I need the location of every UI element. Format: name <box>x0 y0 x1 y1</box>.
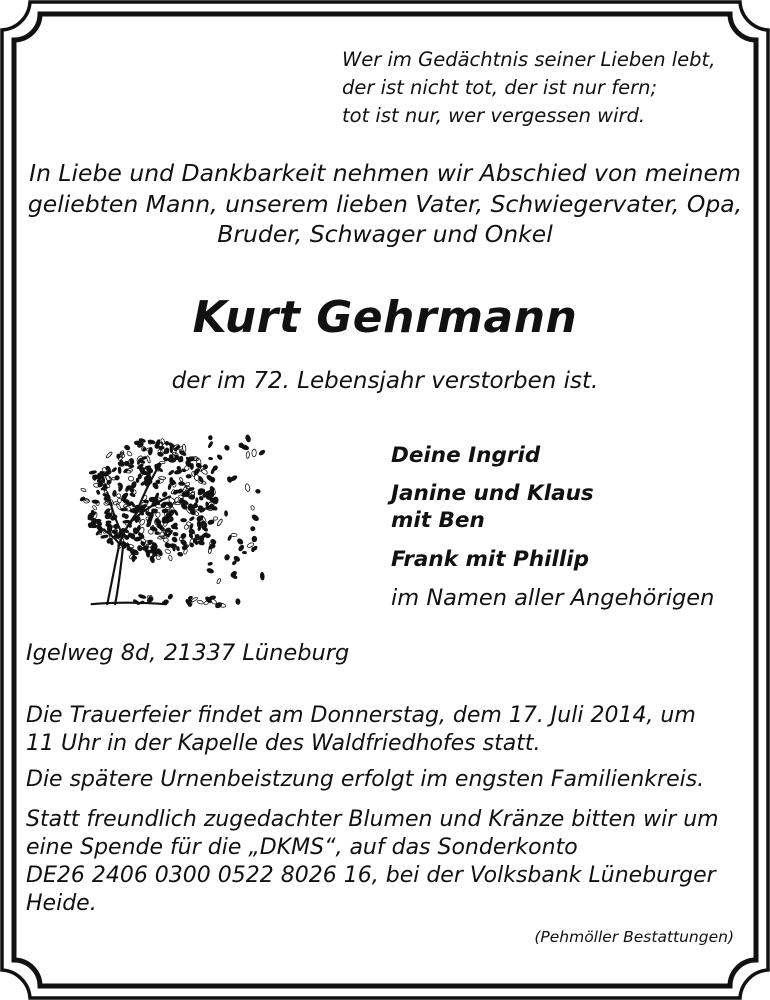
leaf <box>189 516 195 521</box>
poem-line: tot ist nur, wer vergessen wird. <box>342 104 646 127</box>
leaf <box>91 510 94 518</box>
tree-icon <box>72 418 268 614</box>
donation-line: Heide. <box>26 891 97 916</box>
leaf <box>155 532 160 535</box>
mourner-family-1 <box>391 480 594 534</box>
leaf <box>207 519 214 525</box>
leaf <box>164 549 171 555</box>
mourner-wife: Deine Ingrid <box>391 443 541 468</box>
leaf <box>196 498 198 503</box>
mourner-line: mit Ben <box>391 508 485 533</box>
poem-line: Wer im Gedächtnis seiner Lieben lebt, <box>342 48 716 71</box>
leaf <box>231 574 237 579</box>
leaf <box>105 451 112 458</box>
mourner-family-2: Frank mit Phillip <box>391 547 589 572</box>
leaf <box>143 500 148 503</box>
leaf <box>138 594 146 599</box>
leaf <box>245 434 251 442</box>
intro-line: Bruder, Schwager und Onkel <box>217 220 553 248</box>
leaf <box>163 519 171 523</box>
leaf <box>107 525 112 533</box>
leaf <box>173 532 179 536</box>
leaf <box>200 468 208 476</box>
leaf <box>177 552 183 557</box>
leaf <box>260 572 264 580</box>
funeral-line: 11 Uhr in der Kapelle des Waldfriedhofes statt. <box>26 731 541 756</box>
leaf <box>250 526 255 531</box>
leaf <box>238 443 244 449</box>
leaf <box>132 555 136 562</box>
leaf <box>101 486 108 490</box>
leaf <box>164 542 171 549</box>
leaf <box>181 518 187 521</box>
leaf <box>205 534 211 539</box>
intro-line: In Liebe und Dankbarkeit nehmen wir Abschied von meinem <box>29 159 741 187</box>
farewell-intro <box>0 158 770 250</box>
leaf <box>134 441 139 445</box>
leaf <box>213 517 218 521</box>
leaf <box>101 534 109 538</box>
leaf <box>89 470 97 474</box>
funeral-line: Die Trauerfeier findet am Donnerstag, dem 17. Juli 2014, um <box>26 703 696 728</box>
leaf <box>179 482 185 486</box>
leaf <box>132 508 137 513</box>
leaf <box>124 444 131 450</box>
leaf <box>163 599 169 604</box>
leaf <box>117 494 121 498</box>
age-line: der im 72. Lebensjahr verstorben ist. <box>171 368 599 394</box>
leaf <box>195 534 199 540</box>
leaf <box>131 533 135 539</box>
donation-line: DE26 2406 0300 0522 8026 16, bei der Volksbank Lüneburger <box>26 863 716 888</box>
mourner-closing: im Namen aller Angehörigen <box>391 585 715 611</box>
leaf <box>179 477 183 482</box>
leaf <box>168 470 174 476</box>
leaf <box>231 533 237 537</box>
leaf <box>176 546 180 551</box>
leaf <box>210 477 215 482</box>
leaf <box>258 449 265 456</box>
leaf <box>255 489 260 493</box>
leaf <box>224 444 230 451</box>
leaf <box>94 519 101 523</box>
leaf <box>109 540 114 546</box>
leaf <box>215 602 223 609</box>
leaf <box>236 599 241 605</box>
leaf <box>135 517 139 523</box>
leaf <box>112 467 117 472</box>
leaf <box>224 511 227 517</box>
leaf <box>251 547 254 551</box>
urn-burial-note: Die spätere Urnenbeistzung erfolgt im engsten Familienkreis. <box>26 767 705 792</box>
leaf <box>88 517 93 520</box>
leaf <box>251 514 259 522</box>
funeral-home-credit: (Pehmöller Bestattungen) <box>534 928 734 946</box>
leaf <box>96 490 100 495</box>
leaf <box>252 536 257 542</box>
address: Igelweg 8d, 21337 Lüneburg <box>26 640 350 666</box>
leaf <box>171 536 178 543</box>
leaf <box>145 481 149 486</box>
leaf <box>206 568 214 574</box>
leaf <box>216 454 222 460</box>
leaf <box>208 441 214 448</box>
leaf <box>188 596 193 600</box>
leaf <box>146 455 151 463</box>
leaf <box>131 481 137 489</box>
leaf <box>238 544 245 551</box>
leaf <box>92 505 97 511</box>
leaf <box>159 526 165 531</box>
deceased-name: Kurt Gehrmann <box>192 292 578 343</box>
leaf <box>146 471 150 479</box>
leaf <box>185 485 191 490</box>
leaf <box>130 493 136 498</box>
donation-line: eine Spende für die „DKMS“, auf das Sonderkonto <box>26 835 578 860</box>
donation-request <box>26 806 719 918</box>
leaf <box>224 554 230 561</box>
mourner-line: Janine und Klaus <box>391 481 594 506</box>
leaf <box>128 476 134 481</box>
funeral-details <box>26 702 696 758</box>
leaf <box>250 505 254 510</box>
intro-line: geliebten Mann, unserem lieben Vater, Schwiegervater, Opa, <box>27 189 743 218</box>
leaf <box>236 538 243 545</box>
leaf <box>198 489 205 494</box>
leaf <box>112 490 116 496</box>
leaf <box>206 502 209 506</box>
leaf <box>193 468 201 476</box>
leaf <box>246 451 250 458</box>
leaf <box>159 531 164 538</box>
leaf <box>124 500 131 507</box>
leaf <box>121 492 129 499</box>
leaf <box>245 483 251 491</box>
leaf <box>92 500 99 504</box>
leaf <box>157 479 163 484</box>
leaf <box>118 467 121 474</box>
leaf <box>81 488 87 493</box>
leaf <box>126 451 132 457</box>
leaf <box>197 600 204 605</box>
leaf <box>227 535 231 541</box>
leaf <box>168 555 173 561</box>
leaf <box>168 483 172 490</box>
poem-line: der ist nicht tot, der ist nur fern; <box>342 76 658 99</box>
leaf <box>167 594 173 600</box>
memorial-poem <box>342 46 715 130</box>
leaf <box>208 562 213 566</box>
leaf <box>252 449 257 457</box>
leaf <box>211 468 215 474</box>
leaf <box>180 532 187 539</box>
leaf <box>242 551 246 553</box>
donation-line: Statt freundlich zugedachter Blumen und Kränze bitten wir um <box>26 807 719 832</box>
leaf <box>125 485 130 492</box>
leaf <box>186 475 191 479</box>
leaf <box>208 436 212 440</box>
leaf <box>216 578 221 584</box>
leaf <box>128 464 133 467</box>
leaf <box>208 457 212 460</box>
